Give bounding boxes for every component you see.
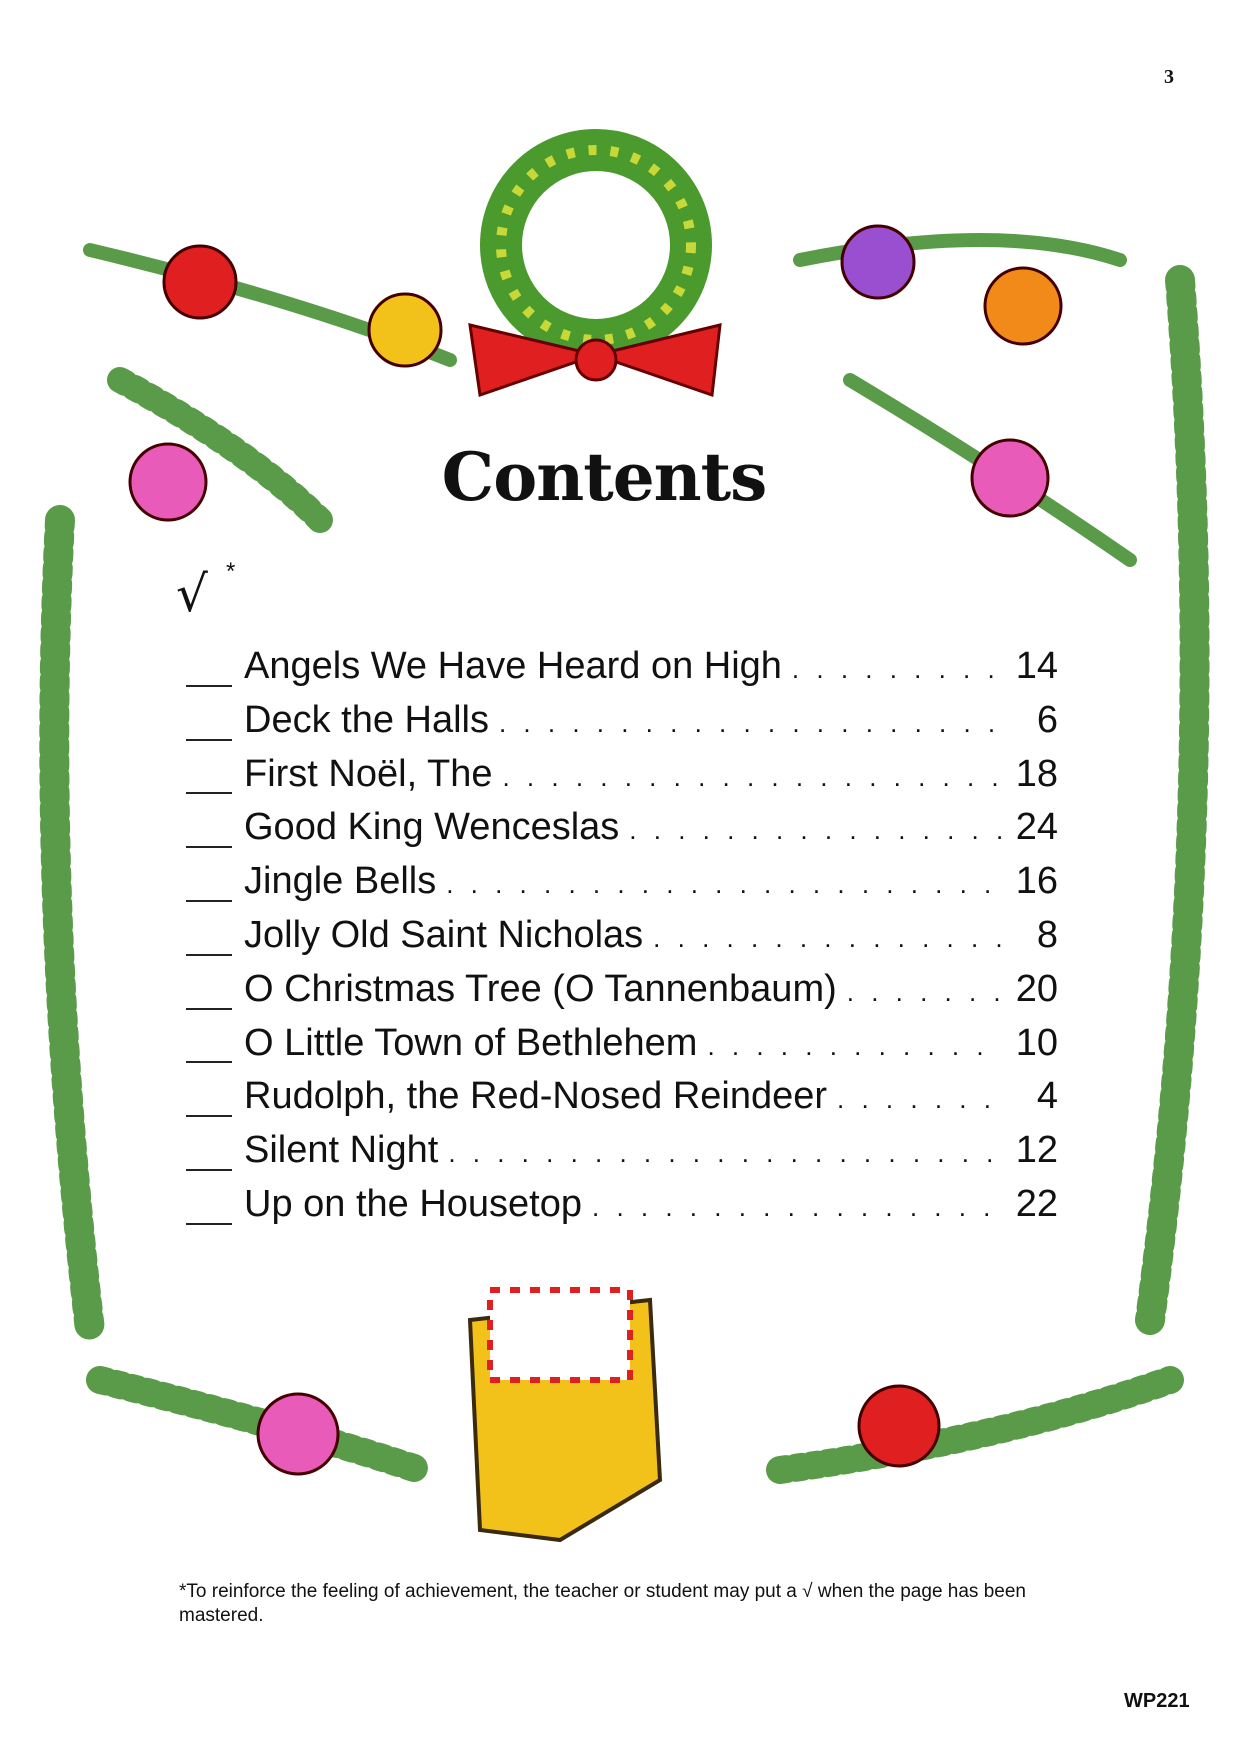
- footnote: *To reinforce the feeling of achievement, the teacher or student may put a √ when the page has been mastered.: [179, 1581, 1026, 1626]
- page-ref: 8: [1036, 913, 1058, 956]
- dot-leader: [499, 708, 1002, 739]
- toc-entry: [186, 1183, 1058, 1237]
- song-title: Rudolph, the Red-Nosed Reindeer: [244, 1075, 828, 1118]
- asterisk: *: [226, 558, 236, 585]
- song-title: Jolly Old Saint Nicholas: [244, 913, 644, 956]
- toc-entry: [186, 645, 1058, 699]
- page-ref: 18: [1015, 752, 1058, 795]
- page-number: 3: [1164, 66, 1174, 88]
- song-title: Angels We Have Heard on High: [244, 645, 782, 687]
- dot-leader: [653, 923, 1002, 954]
- song-title: Good King Wenceslas: [244, 806, 620, 849]
- table-of-contents: [186, 645, 1058, 1237]
- toc-entry: [186, 860, 1058, 914]
- toc-entry: [186, 806, 1058, 860]
- page-ref: 10: [1015, 1021, 1058, 1064]
- check-blank: [186, 1061, 232, 1063]
- page-ref: 6: [1036, 698, 1058, 741]
- check-blank: [186, 1169, 232, 1171]
- page-ref: 4: [1036, 1075, 1058, 1118]
- song-title: Up on the Housetop: [244, 1182, 583, 1225]
- toc-entry: [186, 753, 1058, 807]
- dot-leader: [592, 1192, 1002, 1223]
- catalog-code: WP221: [1124, 1690, 1190, 1712]
- page-ref: 20: [1015, 967, 1058, 1010]
- toc-entry: [186, 968, 1058, 1022]
- check-blank: [186, 792, 232, 794]
- toc-entry: [186, 914, 1058, 968]
- dot-leader: [792, 654, 1002, 685]
- song-title: O Little Town of Bethlehem: [244, 1021, 698, 1064]
- dot-leader: [502, 762, 1002, 793]
- check-blank: [186, 1008, 232, 1010]
- page-ref: 16: [1015, 860, 1058, 903]
- check-blank: [186, 954, 232, 956]
- page-ref: 24: [1015, 806, 1058, 849]
- check-blank: [186, 846, 232, 848]
- check-blank: [186, 1115, 232, 1117]
- song-title: First Noël, The: [244, 752, 493, 795]
- checkmark-icon: √: [176, 565, 208, 623]
- dot-leader: [847, 977, 1002, 1008]
- page-ref: 12: [1015, 1129, 1058, 1172]
- dot-leader: [837, 1084, 1002, 1115]
- toc-entry: [186, 1022, 1058, 1076]
- check-blank: [186, 685, 232, 687]
- page-title: Contents: [441, 438, 767, 516]
- dot-leader: [446, 869, 1002, 900]
- dot-leader: [448, 1138, 1002, 1169]
- song-title: Silent Night: [244, 1129, 439, 1172]
- song-title: Deck the Halls: [244, 698, 489, 741]
- check-blank: [186, 739, 232, 741]
- dot-leader: [707, 1031, 1002, 1062]
- check-blank: [186, 1223, 232, 1225]
- page-ref: 22: [1015, 1182, 1058, 1225]
- dot-leader: [629, 815, 1002, 846]
- toc-entry: [186, 1075, 1058, 1129]
- song-title: Jingle Bells: [244, 860, 437, 903]
- toc-entry: [186, 1129, 1058, 1183]
- song-title: O Christmas Tree (O Tannenbaum): [244, 967, 837, 1010]
- toc-entry: [186, 699, 1058, 753]
- page-ref: 14: [1015, 645, 1058, 687]
- check-blank: [186, 900, 232, 902]
